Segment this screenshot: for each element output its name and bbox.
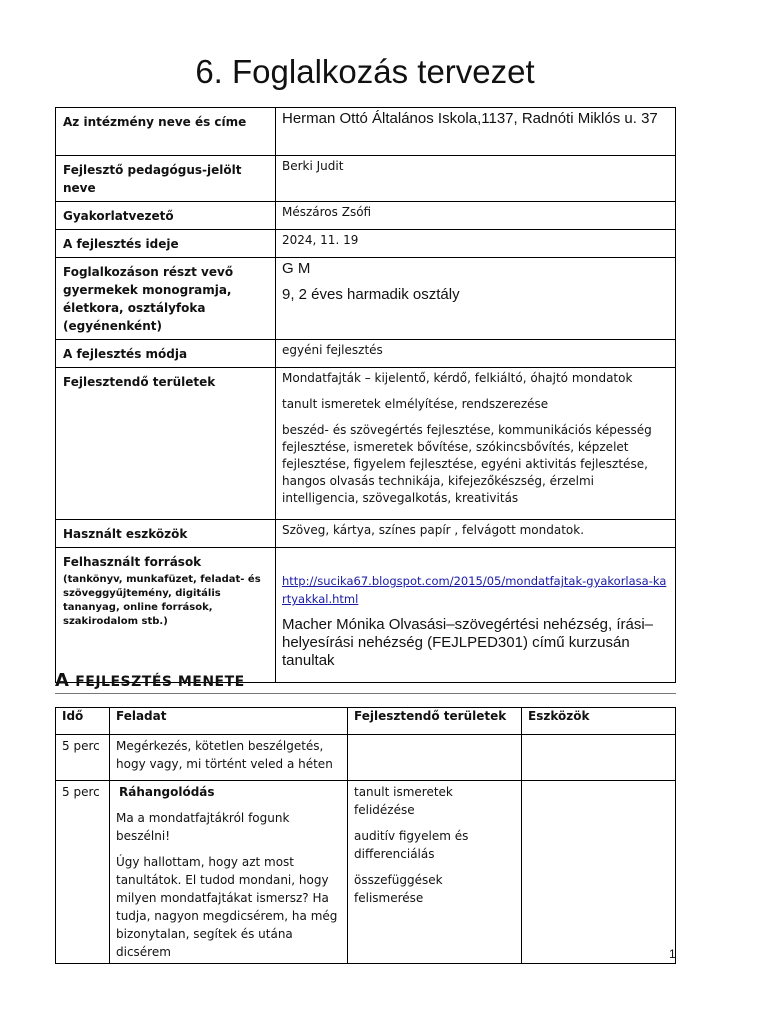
task-title: Ráhangolódás xyxy=(119,785,215,799)
sources-label: Felhasznált források xyxy=(63,555,202,569)
area-paragraph: Mondatfajták – kijelentő, kérdő, felkiáltó, óhajtó mondatok xyxy=(282,371,633,385)
table-row xyxy=(56,735,676,781)
info-value: egyéni fejlesztés xyxy=(276,340,676,368)
info-row xyxy=(56,156,676,202)
tools-cell xyxy=(522,781,676,964)
section-heading xyxy=(55,670,676,694)
table-row xyxy=(56,781,676,964)
header-task: Feladat xyxy=(110,708,348,735)
page-title: 6. Foglalkozás tervezet xyxy=(195,53,535,90)
area-paragraph: beszéd- és szövegértés fejlesztése, kommunikációs képesség fejlesztése, ismeretek bővítése, szókincsbővítés, képzelet fejlesztése, figyelem fejlesztése, egyéni aktivitás fejlesztése, hangos olvasás technikája, kifejezőkészség, érzelmi intelligencia, szövegalkotás, kreativitás xyxy=(282,423,652,505)
info-value xyxy=(276,108,676,156)
task-paragraph: Ma a mondatfajtákról fogunk beszélni! xyxy=(116,811,290,843)
source-note: Macher Mónika Olvasási–szövegértési nehézség, írási–helyesírási nehézség (FEJLPED301) című kurzusán tanultak xyxy=(282,616,654,669)
page-number: 1 xyxy=(669,947,676,961)
info-label: Használt eszközök xyxy=(56,520,276,548)
section-heading-initial: A xyxy=(55,670,69,691)
section-heading-rest: FEJLESZTÉS MENETE xyxy=(75,674,245,690)
info-label: A fejlesztés módja xyxy=(56,340,276,368)
info-row xyxy=(56,258,676,340)
info-row xyxy=(56,340,676,368)
task-cell: Megérkezés, kötetlen beszélgetés, hogy vagy, mi történt veled a héten xyxy=(110,735,348,781)
areas-cell xyxy=(348,781,522,964)
sources-sublabel: (tankönyv, munkafüzet, feladat- és szöveggyűjtemény, digitális tananyag, online források, szakirodalom stb.) xyxy=(63,574,261,627)
tools-cell xyxy=(522,735,676,781)
task-cell xyxy=(110,781,348,964)
info-value xyxy=(276,548,676,683)
source-link[interactable]: http://sucika67.blogspot.com/2015/05/mondatfajtak-gyakorlasa-kartyakkal.html xyxy=(282,574,667,606)
area-item: összefüggések felismerése xyxy=(354,873,443,905)
monogram-value: G M xyxy=(282,260,311,277)
info-row xyxy=(56,202,676,230)
time-cell: 5 perc xyxy=(56,781,110,964)
info-label: Fejlesztő pedagógus-jelölt neve xyxy=(56,156,276,202)
header-tools: Eszközök xyxy=(522,708,676,735)
plan-table xyxy=(55,707,676,964)
info-row xyxy=(56,548,676,683)
info-value: Mészáros Zsófi xyxy=(276,202,676,230)
header-areas: Fejlesztendő területek xyxy=(348,708,522,735)
info-label: A fejlesztés ideje xyxy=(56,230,276,258)
info-label xyxy=(56,548,276,683)
header-time: Idő xyxy=(56,708,110,735)
institution-value: Herman Ottó Általános Iskola,1137, Radnóti Miklós u. 37 xyxy=(282,110,658,127)
task-paragraph: Úgy hallottam, hogy azt most tanultátok. El tudod mondani, hogy milyen mondatfajtákat ismersz? Ha tudja, nagyon megdicsérem, ha még bizonytalan, segítek és utána dicsérem xyxy=(116,855,338,959)
plan-header-row xyxy=(56,708,676,735)
areas-cell xyxy=(348,735,522,781)
info-value: Berki Judit xyxy=(276,156,676,202)
info-value xyxy=(276,368,676,520)
area-item: tanult ismeretek felidézése xyxy=(354,785,453,817)
info-label: Az intézmény neve és címe xyxy=(56,108,276,156)
info-row xyxy=(56,230,676,258)
area-item: auditív figyelem és differenciálás xyxy=(354,829,469,861)
area-paragraph: tanult ismeretek elmélyítése, rendszerezése xyxy=(282,397,549,411)
info-label: Foglalkozáson részt vevő gyermekek monogramja, életkora, osztályfoka (egyénenként) xyxy=(56,258,276,340)
info-row xyxy=(56,368,676,520)
info-value: 2024, 11. 19 xyxy=(276,230,676,258)
info-label: Gyakorlatvezető xyxy=(56,202,276,230)
age-class-value: 9, 2 éves harmadik osztály xyxy=(282,286,460,303)
info-value xyxy=(276,258,676,340)
info-label: Fejlesztendő területek xyxy=(56,368,276,520)
info-value: Szöveg, kártya, színes papír , felvágott mondatok. xyxy=(276,520,676,548)
info-row xyxy=(56,108,676,156)
time-cell: 5 perc xyxy=(56,735,110,781)
info-table xyxy=(55,107,676,683)
info-row xyxy=(56,520,676,548)
